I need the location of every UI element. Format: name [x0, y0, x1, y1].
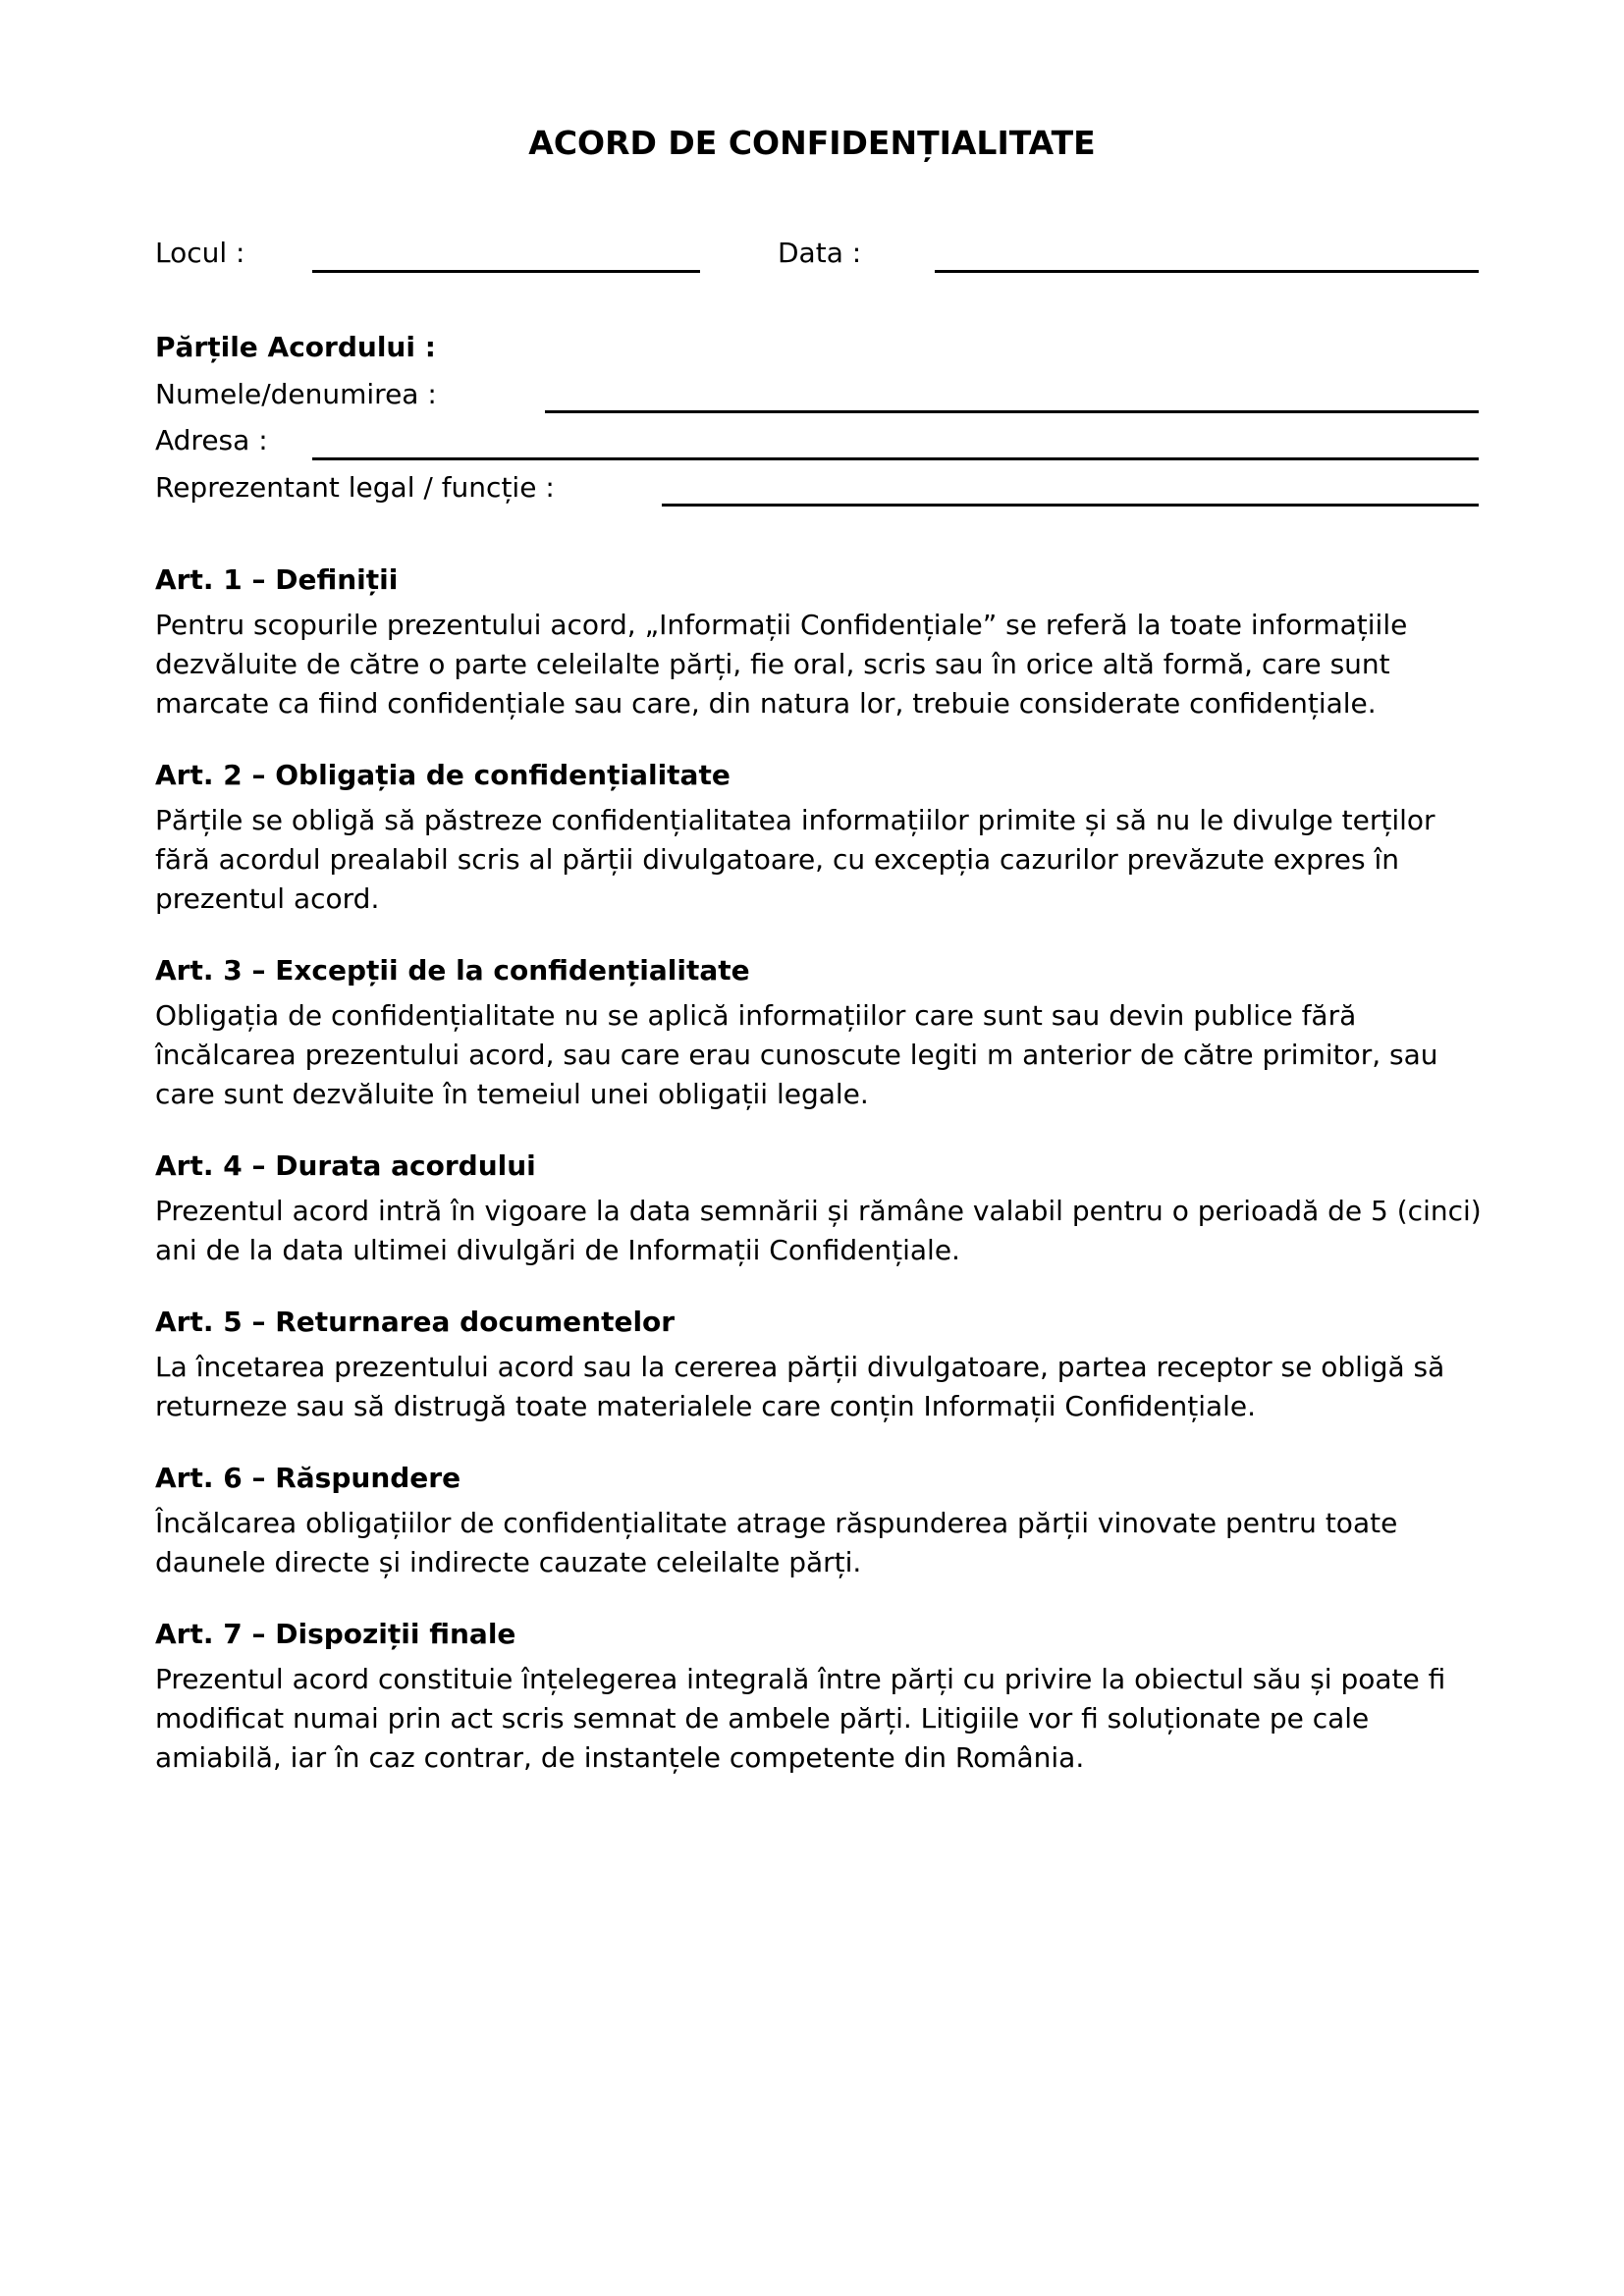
article-body: Părțile se obligă să păstreze confidențialitatea informațiilor primite și să nu le divulge terților fără acordul prealabil scris al părții divulgatoare, cu excepția cazurilor prevăzute expres în prezentul acord. [155, 804, 1435, 915]
article-body: Încălcarea obligațiilor de confidențialitate atrage răspunderea părții vinovate pentru toate daunele directe și indirecte cauzate celeilalte părți. [155, 1507, 1398, 1578]
name-field-line[interactable] [545, 410, 1479, 413]
address-field-line[interactable] [312, 457, 1479, 460]
document-title: ACORD DE CONFIDENȚIALITATE [528, 124, 1096, 162]
article-body: Pentru scopurile prezentului acord, „Informații Confidențiale” se referă la toate informațiile dezvăluite de către o parte celeilalte părți, fie oral, scris sau în orice altă formă, care sunt marcate ca fiind confidențiale sau care, din natura lor, trebuie considerate confidențiale. [155, 609, 1408, 720]
article-4 [155, 1147, 1490, 1270]
article-heading: Art. 1 – Definiții [155, 563, 399, 596]
article-6 [155, 1459, 1490, 1582]
article-heading: Art. 5 – Returnarea documentelor [155, 1306, 676, 1338]
name-label: Numele/denumirea : [155, 378, 437, 410]
article-7 [155, 1615, 1490, 1778]
article-body: Obligația de confidențialitate nu se aplică informațiilor care sunt sau devin publice fără încălcarea prezentului acord, sau care erau cunoscute legiti m anterior de către primitor, sau care sunt dezvăluite în temeiul unei obligații legale. [155, 999, 1438, 1110]
date-label: Data : [778, 237, 862, 269]
article-3 [155, 951, 1490, 1114]
article-heading: Art. 6 – Răspundere [155, 1462, 461, 1494]
article-body: Prezentul acord intră în vigoare la data semnării și rămâne valabil pentru o perioadă de 5 (cinci) ani de la data ultimei divulgări de Informații Confidențiale. [155, 1195, 1482, 1266]
article-5 [155, 1303, 1490, 1426]
article-heading: Art. 4 – Durata acordului [155, 1149, 536, 1182]
article-2 [155, 756, 1490, 919]
article-1 [155, 561, 1490, 723]
date-field-line[interactable] [935, 270, 1479, 273]
place-field-line[interactable] [312, 270, 700, 273]
article-body: La încetarea prezentului acord sau la cererea părții divulgatoare, partea receptor se obligă să returneze sau să distrugă toate materialele care conțin Informații Confidențiale. [155, 1351, 1445, 1422]
parties-heading: Părțile Acordului : [155, 331, 436, 363]
article-heading: Art. 7 – Dispoziții finale [155, 1618, 516, 1650]
representative-field-line[interactable] [662, 504, 1479, 507]
representative-label: Reprezentant legal / funcție : [155, 471, 555, 504]
address-label: Adresa : [155, 424, 268, 456]
article-body: Prezentul acord constituie înțelegerea integrală între părți cu privire la obiectul său și poate fi modificat numai prin act scris semnat de ambele părți. Litigiile vor fi soluționate pe cale amiabilă, iar în caz contrar, de instanțele competente din România. [155, 1663, 1446, 1774]
place-label: Locul : [155, 237, 245, 269]
article-heading: Art. 3 – Excepții de la confidențialitate [155, 954, 750, 987]
article-heading: Art. 2 – Obligația de confidențialitate [155, 759, 731, 791]
